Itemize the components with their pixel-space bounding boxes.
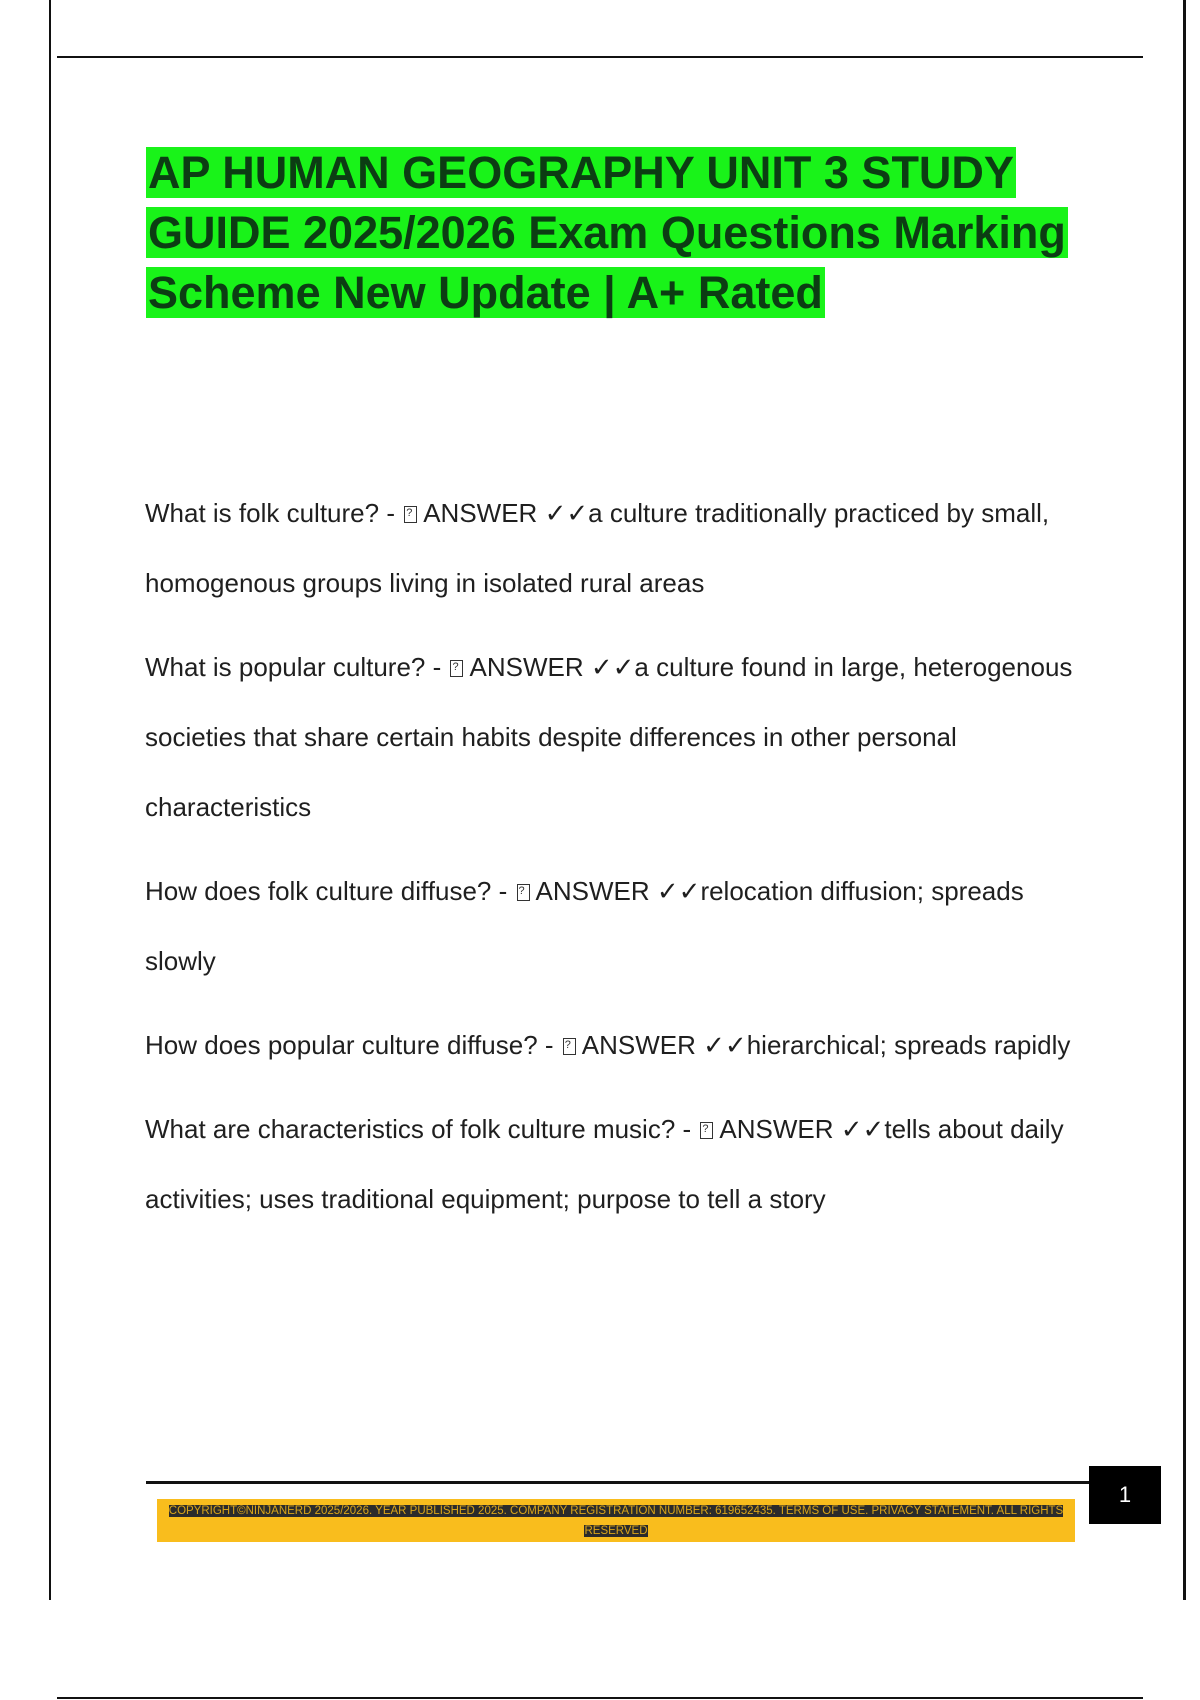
- document-title: [146, 143, 1086, 323]
- copyright-text: COPYRIGHT©NINJANERD 2025/2026. YEAR PUBLISHED 2025. COMPANY REGISTRATION NUMBER: 619652435. TERMS OF USE. PRIVACY STATEMENT. ALL RIGHTS RESERVED: [168, 1505, 1064, 1537]
- missing-glyph-icon: [700, 1122, 713, 1139]
- separator: -: [425, 652, 449, 682]
- answer-text: relocation diffusion; spreads slowly: [145, 876, 1024, 976]
- separator: -: [537, 1030, 561, 1060]
- question-text: What are characteristics of folk culture music?: [145, 1114, 676, 1144]
- missing-glyph-icon: [563, 1038, 576, 1055]
- document-title-text: AP HUMAN GEOGRAPHY UNIT 3 STUDY GUIDE 2025/2026 Exam Questions Marking Scheme New Update | A+ Rated: [148, 147, 1066, 318]
- qa-item: [145, 632, 1085, 842]
- separator: -: [675, 1114, 699, 1144]
- missing-glyph-icon: [517, 884, 530, 901]
- answer-label: ANSWER: [535, 876, 650, 906]
- qa-item: [145, 856, 1085, 996]
- check-icon: ✓✓: [590, 652, 635, 682]
- answer-label: ANSWER: [719, 1114, 834, 1144]
- check-icon: ✓✓: [840, 1114, 885, 1144]
- copyright-bar: [157, 1499, 1075, 1542]
- separator: -: [379, 498, 403, 528]
- copyright-notice: [157, 1501, 1075, 1541]
- missing-glyph-icon: [404, 506, 417, 523]
- separator: -: [491, 876, 515, 906]
- question-text: How does popular culture diffuse?: [145, 1030, 538, 1060]
- answer-text: tells about daily activities; uses traditional equipment; purpose to tell a story: [145, 1114, 1064, 1214]
- question-text: What is folk culture?: [145, 498, 380, 528]
- answer-text: a culture traditionally practiced by small, homogenous groups living in isolated rural areas: [145, 498, 1050, 598]
- page-left-border: [49, 0, 51, 1600]
- answer-label: ANSWER: [469, 652, 584, 682]
- page-right-border: [1183, 0, 1186, 1600]
- check-icon: ✓✓: [544, 498, 589, 528]
- answer-text: hierarchical; spreads rapidly: [746, 1030, 1071, 1060]
- answer-label: ANSWER: [581, 1030, 696, 1060]
- question-text: What is popular culture?: [145, 652, 426, 682]
- answer-text: a culture found in large, heterogenous societies that share certain habits despite differences in other personal characteristics: [145, 652, 1073, 822]
- header-rule: [57, 56, 1143, 58]
- bottom-rule: [57, 1697, 1143, 1699]
- qa-item: [145, 1010, 1085, 1080]
- question-text: How does folk culture diffuse?: [145, 876, 492, 906]
- footer-rule: [146, 1481, 1090, 1484]
- page-number: 1: [1089, 1466, 1161, 1524]
- qa-item: [145, 478, 1085, 618]
- missing-glyph-icon: [450, 660, 463, 677]
- qa-list: [145, 478, 1085, 1248]
- check-icon: ✓✓: [703, 1030, 747, 1060]
- answer-label: ANSWER: [423, 498, 538, 528]
- check-icon: ✓✓: [656, 876, 701, 906]
- qa-item: [145, 1094, 1085, 1234]
